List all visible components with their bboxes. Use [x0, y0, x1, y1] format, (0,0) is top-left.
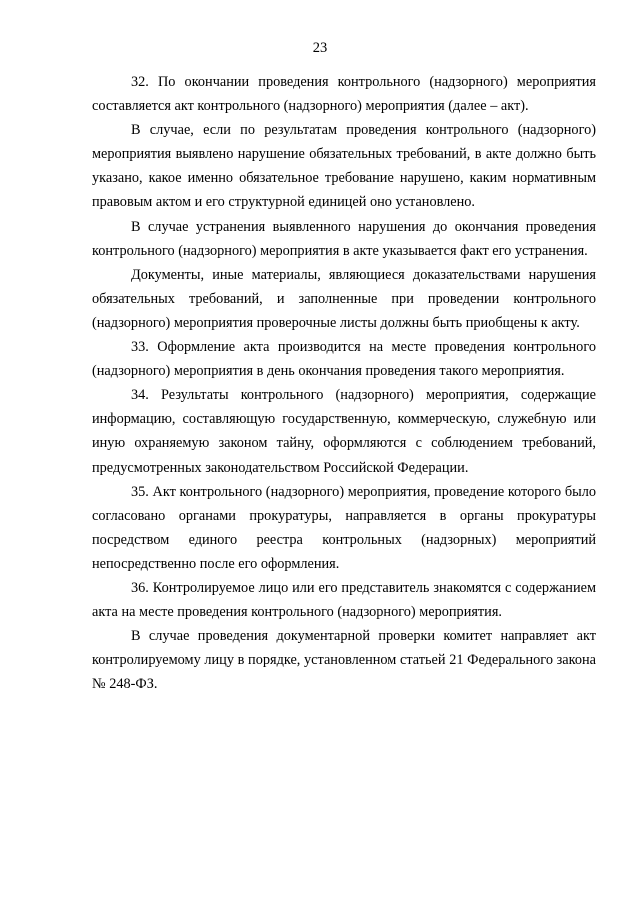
- paragraph-violation-found: В случае, если по результатам проведения контрольного (надзорного) мероприятия выявлено нарушение обязательных требований, в акте должно быть указано, какое именно обязательное требование нарушено, каким нормативным правовым актом и его структурной единицей оно установлено.: [92, 122, 596, 211]
- paragraph-34: 34. Результаты контрольного (надзорного) мероприятия, содержащие информацию, составляющую государственную, коммерческую, служебную или иную охраняемую законом тайну, оформляются с соблюдением требований, предусмотренных законодательством Российской Федерации.: [92, 387, 596, 476]
- page-number: 23: [312, 40, 328, 56]
- paragraph-33: 33. Оформление акта производится на месте проведения контрольного (надзорного) мероприятия в день окончания проведения такого мероприятия.: [92, 339, 596, 380]
- document-body: [92, 70, 596, 696]
- paragraph-36: 36. Контролируемое лицо или его представитель знакомятся с содержанием акта на месте проведения контрольного (надзорного) мероприятия.: [92, 579, 596, 621]
- paragraph-35: 35. Акт контрольного (надзорного) мероприятия, проведение которого было согласовано органами прокуратуры, направляется в органы прокуратуры посредством единого реестра контрольных (надзорных) мероприятий непосредственно после его оформления.: [92, 483, 596, 572]
- paragraph-documents-attached: Документы, иные материалы, являющиеся доказательствами нарушения обязательных требований, и заполненные при проведении контрольного (надзорного) мероприятия проверочные листы должны быть приобщены к акту.: [92, 266, 596, 331]
- paragraph-documentary-check: В случае проведения документарной проверки комитет направляет акт контролируемому лицу в порядке, установленном статьей 21 Федерального закона № 248-ФЗ.: [92, 628, 596, 693]
- paragraph-violation-eliminated: В случае устранения выявленного нарушения до окончания проведения контрольного (надзорного) мероприятия в акте указывается факт его устранения.: [92, 218, 596, 259]
- paragraph-32: 32. По окончании проведения контрольного (надзорного) мероприятия составляется акт контрольного (надзорного) мероприятия (далее – акт).: [92, 74, 596, 115]
